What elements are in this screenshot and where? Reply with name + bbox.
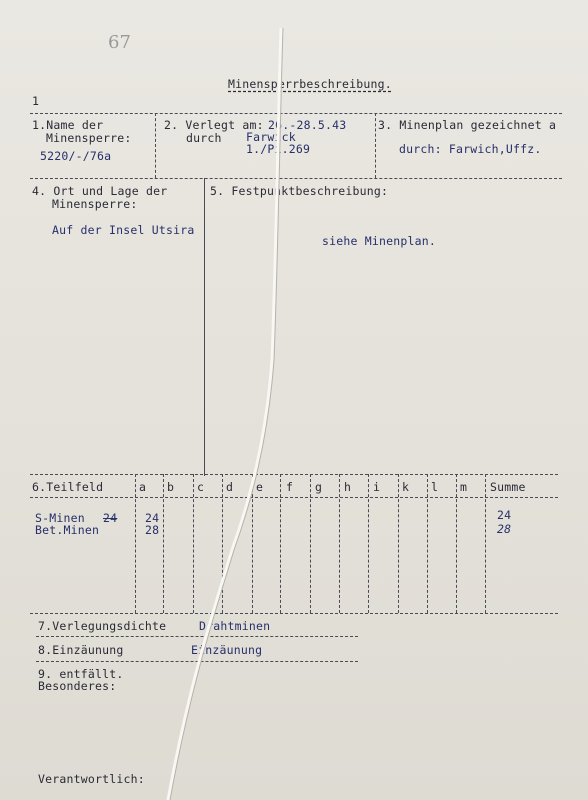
column-header-e: e [256, 480, 264, 494]
field2-line2: durch [186, 131, 222, 145]
form-title: Minensperrbeschreibung. [228, 77, 392, 91]
cell-bet-minen-a: 28 [145, 523, 160, 537]
field7-value: Drahtminen [199, 619, 271, 633]
field2-date: 26.-28.5.43 [268, 118, 347, 132]
column-header-a: a [139, 480, 147, 494]
column-header-i: i [373, 480, 381, 494]
field2-line1: 2. Verlegt am: [164, 118, 264, 132]
field1-value: 5220/-/76a [40, 149, 112, 163]
field1-label-line2: Minensperre: [46, 131, 132, 145]
column-header-h: h [344, 480, 352, 494]
field4-label-line1: 4. Ort und Lage der [32, 184, 168, 198]
row-label-s-minen: S-Minen [35, 511, 85, 525]
pencil-mark: 67 [108, 32, 131, 53]
row-label-bet-minen: Bet.Minen [35, 523, 100, 537]
field5-label: 5. Festpunktbeschreibung: [210, 184, 389, 198]
field7-label: 7.Verlegungsdichte [38, 619, 167, 633]
field5-value: siehe Minenplan. [322, 234, 436, 248]
column-header-d: d [226, 480, 234, 494]
field8-value: Einzäunung [191, 643, 263, 657]
cell-bet-minen-summe: 28 [497, 522, 512, 536]
footer-verantwortlich: Verantwortlich: [38, 772, 145, 786]
cell-s-minen-a: 24 [145, 511, 160, 525]
column-header-f: f [286, 480, 294, 494]
field2-name: Farwick [246, 130, 296, 144]
field9-label: 9. entfällt. [38, 667, 124, 681]
field4-value: Auf der Insel Utsira [52, 223, 195, 237]
field2-unit: 1./Pi.269 [246, 142, 311, 156]
field4-label-line2: Minensperre: [52, 197, 138, 211]
column-header-m: m [460, 480, 468, 494]
row-mark-s-minen: 24 [103, 511, 118, 525]
field1-label-line1: 1.Name der [32, 118, 104, 132]
page-number: 1 [32, 94, 40, 108]
field9-sub: Besonderes: [38, 679, 117, 693]
cell-s-minen-summe: 24 [497, 508, 512, 522]
field3-line1: 3. Minenplan gezeichnet a [378, 118, 557, 132]
column-header-k: k [402, 480, 410, 494]
field6-label: 6.Teilfeld [32, 480, 104, 494]
column-header-b: b [167, 480, 175, 494]
column-header-l: l [431, 480, 439, 494]
column-header-c: c [197, 480, 205, 494]
column-header-g: g [315, 480, 323, 494]
field3-line2: durch: Farwich,Uffz. [399, 142, 542, 156]
column-header-summe: Summe [490, 480, 526, 494]
field8-label: 8.Einzäunung [38, 643, 124, 657]
